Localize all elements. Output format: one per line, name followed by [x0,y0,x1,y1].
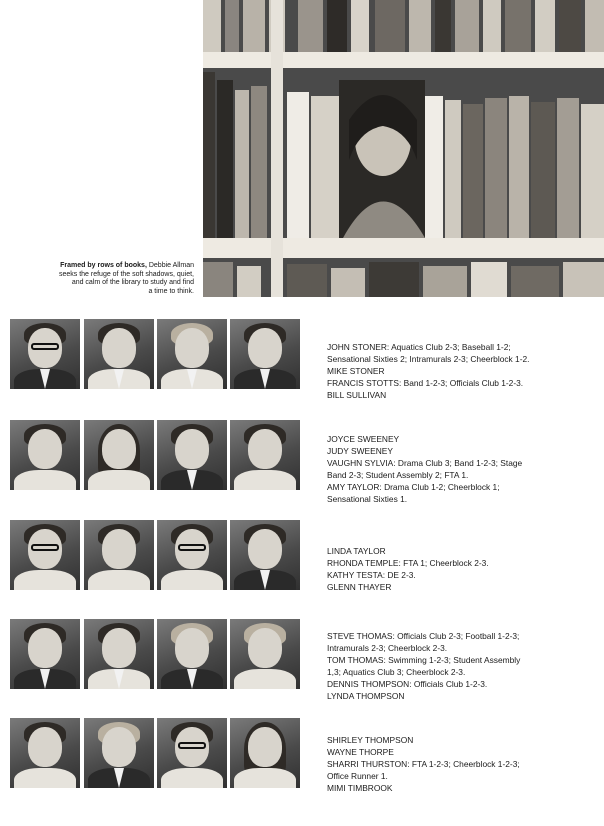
student-portrait [10,319,80,389]
name-list-row-4 [327,630,587,702]
student-portrait [10,520,80,590]
student-entry-line: VAUGHN SYLVIA: Drama Club 3; Band 1-2-3; Stage [327,458,523,468]
student-portrait [157,520,227,590]
student-portrait [230,520,300,590]
student-entry-line: Sensational Sixties 2; Intramurals 2-3; Cheerblock 1-2. [327,354,530,364]
student-entry-line: LINDA TAYLOR [327,546,386,556]
student-portrait [10,420,80,490]
name-list-row-2 [327,433,587,505]
student-entry-line: SHIRLEY THOMPSON [327,735,414,745]
name-list-row-3 [327,545,587,593]
name-list-row-5 [327,734,587,794]
caption-line: Debbie Allman [148,262,194,269]
student-entry-line: TOM THOMAS: Swimming 1-2-3; Student Assembly [327,655,521,665]
student-portrait [10,718,80,788]
student-entry-line: JOYCE SWEENEY [327,434,400,444]
student-portrait [157,420,227,490]
student-portrait [157,619,227,689]
student-portrait [230,619,300,689]
student-entry-line: SHARRI THURSTON: FTA 1-2-3; Cheerblock 1-2-3; [327,759,520,769]
student-portrait [84,520,154,590]
student-portrait [84,319,154,389]
student-entry-line: STEVE THOMAS: Officials Club 2-3; Football 1-2-3; [327,631,520,641]
caption-line: seeks the refuge of the soft shadows, quiet, [58,270,194,278]
photo-caption [20,262,194,296]
student-portrait [84,718,154,788]
student-entry-line: MIKE STONER [327,366,385,376]
student-entry-line: 1,3; Aquatics Club 3; Cheerblock 2-3. [327,667,466,677]
student-portrait [230,319,300,389]
caption-line: and calm of the library to study and find [71,279,194,287]
student-entry-line: AMY TAYLOR: Drama Club 1-2; Cheerblock 1; [327,482,500,492]
caption-line: a time to think. [148,287,194,295]
student-entry-line: DENNIS THOMPSON: Officials Club 1-2-3. [327,679,488,689]
name-list-row-1 [327,341,587,401]
student-entry-line: WAYNE THORPE [327,747,394,757]
student-portrait [230,420,300,490]
student-entry-line: Sensational Sixties 1. [327,494,408,504]
student-entry-line: Band 2-3; Student Assembly 2; FTA 1. [327,470,469,480]
student-entry-line: BILL SULLIVAN [327,390,387,400]
student-entry-line: Office Runner 1. [327,771,388,781]
student-entry-line: JUDY SWEENEY [327,446,393,456]
student-entry-line: GLENN THAYER [327,582,392,592]
student-entry-line: RHONDA TEMPLE: FTA 1; Cheerblock 2-3. [327,558,489,568]
student-entry-line: Intramurals 2-3; Cheerblock 2-3. [327,643,448,653]
library-photo [203,0,604,297]
student-entry-line: JOHN STONER: Aquatics Club 2-3; Baseball 1-2; [327,342,511,352]
student-portrait [157,718,227,788]
student-entry-line: KATHY TESTA: DE 2-3. [327,570,416,580]
student-entry-line: LYNDA THOMPSON [327,691,405,701]
student-portrait [84,619,154,689]
student-entry-line: MIMI TIMBROOK [327,783,393,793]
caption-lead: Framed by rows of books, [60,262,147,269]
student-entry-line: FRANCIS STOTTS: Band 1-2-3; Officials Club 1-2-3. [327,378,524,388]
student-portrait [157,319,227,389]
student-portrait [230,718,300,788]
student-portrait [84,420,154,490]
student-portrait [10,619,80,689]
